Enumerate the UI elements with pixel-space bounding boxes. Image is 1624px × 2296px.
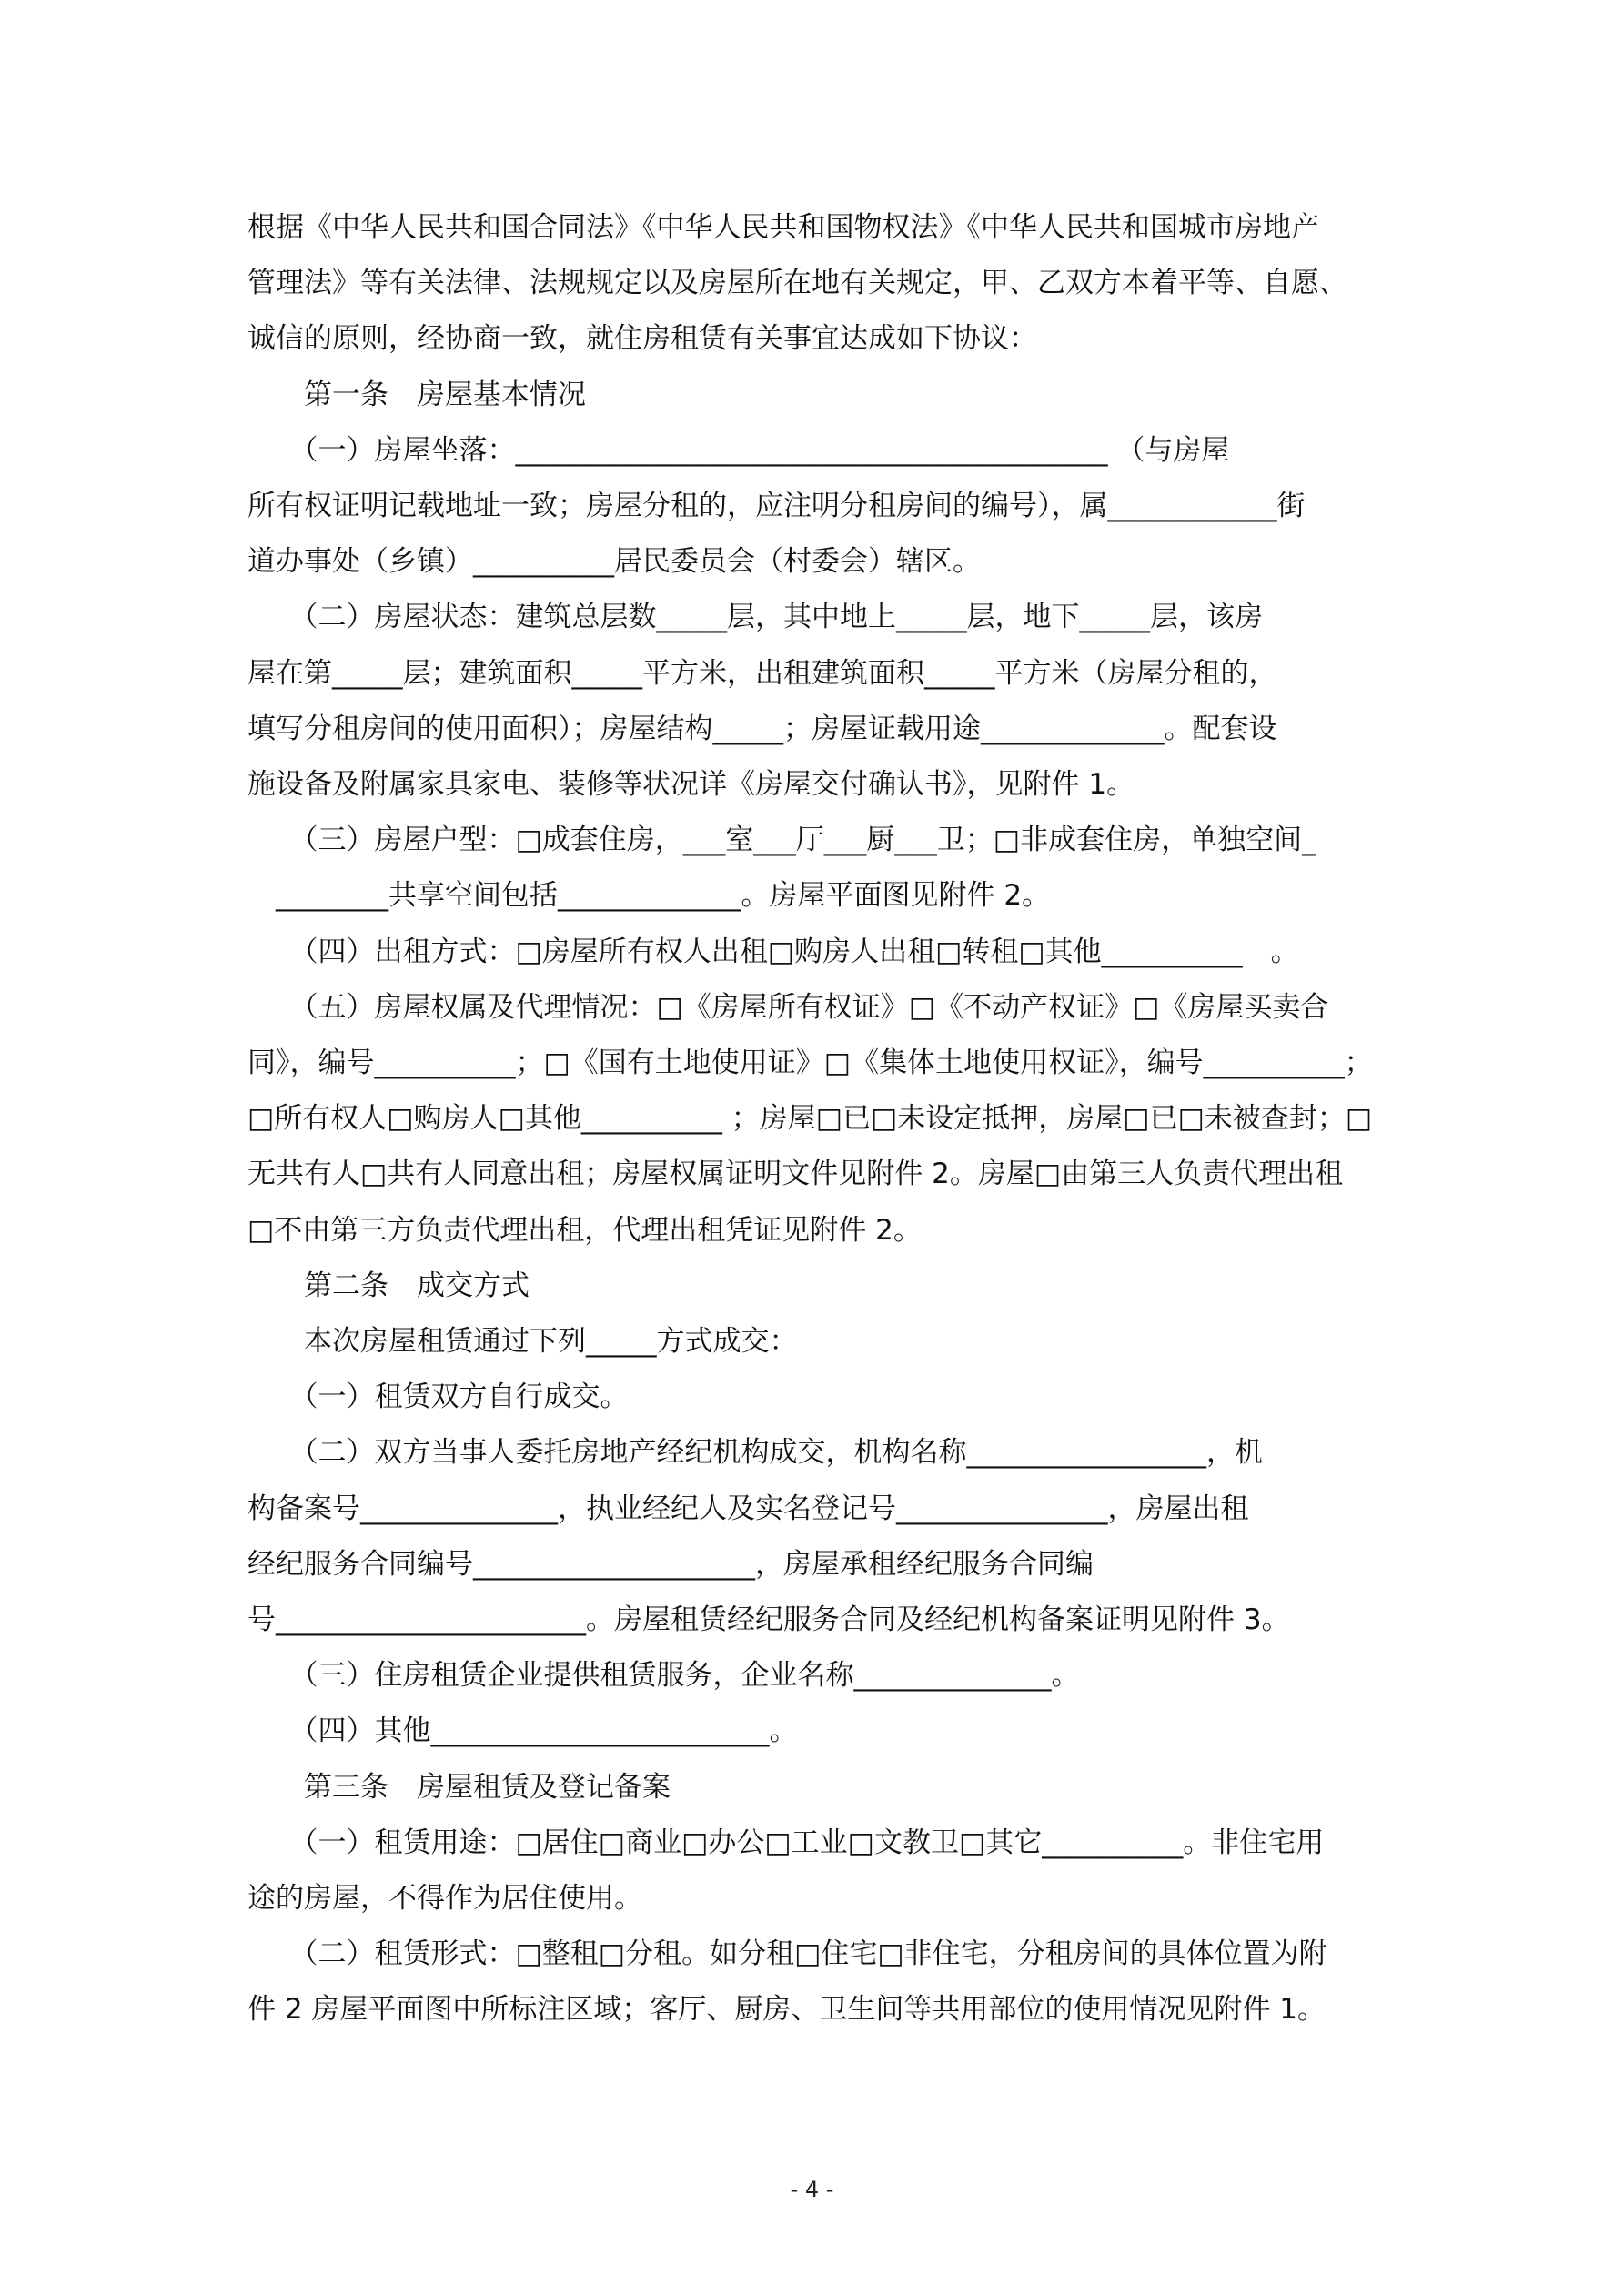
text-line: 屋在第_____层；建筑面积_____平方米，出租建筑面积_____平方米（房屋分租的， bbox=[247, 656, 1277, 690]
text-line: 第二条 成交方式 bbox=[247, 1269, 530, 1302]
text-line: 第一条 房屋基本情况 bbox=[247, 378, 586, 411]
text-line: 所有权证明记载地址一致；房屋分租的，应注明分租房间的编号），属____________街 bbox=[247, 490, 1306, 522]
text-line: （一）租赁用途：□居住□商业□办公□工业□文教卫□其它__________。非住宅用 bbox=[247, 1826, 1325, 1859]
text-line: □不由第三方负责代理出租，代理出租凭证见附件 2。 bbox=[247, 1213, 922, 1247]
text-line: 构备案号______________，执业经纪人及实名登记号_______________，房屋出租 bbox=[247, 1492, 1249, 1525]
text-line: 诚信的原则，经协商一致，就住房租赁有关事宜达成如下协议： bbox=[247, 322, 1037, 356]
text-line: 第三条 房屋租赁及登记备案 bbox=[247, 1770, 671, 1804]
text-line: （三）住房租赁企业提供租赁服务，企业名称______________。 bbox=[247, 1659, 1080, 1693]
text-line: （四）其他________________________。 bbox=[247, 1714, 798, 1748]
text-line: 经纪服务合同编号____________________，房屋承租经纪服务合同编 bbox=[247, 1547, 1094, 1581]
text-line: □所有权人□购房人□其他__________ ；房屋□已□未设定抵押，房屋□已□未被查封；□ bbox=[247, 1102, 1373, 1136]
page-number: - 4 - bbox=[790, 2177, 834, 2202]
text-line: ________共享空间包括_____________。房屋平面图见附件 2。 bbox=[247, 879, 1051, 913]
text-line: 管理法》等有关法律、法规规定以及房屋所在地有关规定，甲、乙双方本着平等、自愿、 bbox=[247, 267, 1347, 300]
text-line: （二）双方当事人委托房地产经纪机构成交，机构名称_________________，机 bbox=[247, 1436, 1263, 1470]
text-line: （三）房屋户型：□成套住房，___室___厅___厨___卫；□非成套住房，单独空间_ bbox=[247, 824, 1316, 857]
text-line: 本次房屋租赁通过下列_____方式成交： bbox=[247, 1325, 798, 1358]
text-line: （五）房屋权属及代理情况：□《房屋所有权证》□《不动产权证》□《房屋买卖合 bbox=[247, 990, 1329, 1024]
text-line: （一）房屋坐落：__________________________________________ （与房屋 bbox=[247, 433, 1230, 467]
text-line: 施设备及附属家具家电、装修等状况详《房屋交付确认书》，见附件 1。 bbox=[247, 768, 1135, 801]
text-line: 根据《中华人民共和国合同法》《中华人民共和国物权法》《中华人民共和国城市房地产 bbox=[247, 211, 1319, 244]
text-line: 同》，编号__________；□《国有土地使用证》□《集体土地使用权证》，编号__________； bbox=[247, 1047, 1373, 1079]
text-line: （二）房屋状态：建筑总层数_____层，其中地上_____层，地下_____层，该房 bbox=[247, 601, 1263, 634]
text-line: 号______________________。房屋租赁经纪服务合同及经纪机构备案证明见附件 3。 bbox=[247, 1603, 1290, 1636]
text-line: （一）租赁双方自行成交。 bbox=[247, 1381, 629, 1414]
text-line: 途的房屋，不得作为居住使用。 bbox=[247, 1882, 642, 1915]
text-line: （四）出租方式：□房屋所有权人出租□购房人出租□转租□其他__________ 。 bbox=[247, 935, 1299, 968]
text-line: 道办事处（乡镇）__________居民委员会（村委会）辖区。 bbox=[247, 545, 981, 579]
text-line: 件 2 房屋平面图中所标注区域；客厅、厨房、卫生间等共用部位的使用情况见附件 1。 bbox=[247, 1993, 1326, 2027]
text-line: 填写分租房间的使用面积）；房屋结构_____；房屋证载用途_____________。配套设 bbox=[247, 712, 1277, 745]
text-line: （二）租赁形式：□整租□分租。如分租□住宅□非住宅，分租房间的具体位置为附 bbox=[247, 1937, 1327, 1971]
text-line: 无共有人□共有人同意出租；房屋权属证明文件见附件 2。房屋□由第三人负责代理出租 bbox=[247, 1158, 1344, 1191]
